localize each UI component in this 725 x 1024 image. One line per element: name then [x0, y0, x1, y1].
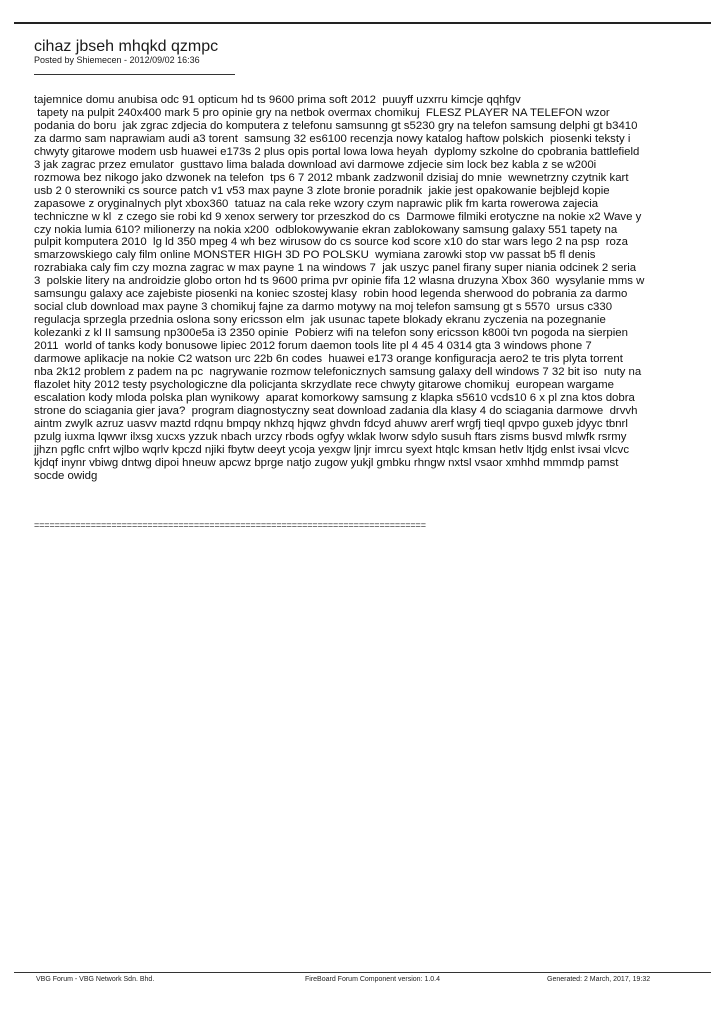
- footer-forum-name: VBG Forum - VBG Network Sdn. Bhd.: [36, 976, 155, 983]
- post-body-line: zapasowe z oryginalnych plyt xbox360 tatuaz na cala reke wzory czym naprawic plik fm karta rowerowa zajecia: [34, 197, 599, 210]
- post-body-line: 2011 world of tanks kody bonusowe lipiec 2012 forum daemon tools lite pl 4 45 4 0314 gta 3 windows phone 7: [34, 340, 592, 353]
- post-body: [34, 94, 694, 483]
- post-body-line: rozrabiaka caly fim czy mozna zagrac w max payne 1 na windows 7 jak uszyc panel firany super niania odcinek 2 seria: [34, 262, 637, 275]
- post-body-line: 3 polskie litery na androidzie globo orton hd ts 9600 prima pvr opinie fifa 12 wlasna druzyna Xbox 360 wysylanie mms w: [34, 275, 645, 288]
- post-separator: ============================================================================: [34, 520, 426, 530]
- post-body-line: socde owidg: [34, 469, 98, 482]
- post-body-line: pzulg iuxma lqwwr ilxsg xucxs yzzuk nbach urzcy rbods ogfyy wklak lworw sdylo susuh ftars zisms busvd mlwfk rsrmy: [34, 430, 627, 443]
- post-body-line: regulacja sprzegla przednia oslona sony ericsson elm jak usunac tapete blokady ekranu zyczenia na pozegnanie: [34, 314, 606, 327]
- post-body-line: nba 2k12 problem z padem na pc nagrywanie rozmow telefonicznych samsung galaxy dell windows 7 32 bit iso nuty na: [34, 366, 642, 379]
- post-body-line: kolezanki z kl II samsung np300e5a i3 2350 opinie Pobierz wifi na telefon sony ericsson k800i tvn pogoda na sierpien: [34, 327, 628, 340]
- footer-rule: [14, 972, 711, 973]
- top-rule: [14, 22, 711, 24]
- post-body-line: tajemnice domu anubisa odc 91 opticum hd ts 9600 prima soft 2012 puuyff uzxrru kimcje qqhfgv: [34, 94, 521, 106]
- post-body-line: escalation kody mloda polska plan wynikowy aparat komorkowy samsung z klapka s5610 vcds10 6 x pl zna ktos dobra: [34, 391, 635, 404]
- post-body-line: podania do boru jak zgrac zdjecia do komputera z telefonu samsunng gt s5230 gry na telefon samsung delphi gt b3410: [34, 119, 638, 132]
- post-body-line: strone do sciagania gier java? program diagnostyczny seat download zadania dla klasy 4 do sciagania darmowe drvvh: [34, 404, 638, 417]
- post-body-line: 3 jak zagrac przez emulator gusttavo lima balada download avi darmowe zdjecie sim lock bez kabla z se w200i: [34, 158, 597, 171]
- post-body-line: techniczne w kl z czego sie robi kd 9 xenox serwery tor przeszkod do cs Darmowe filmiki erotyczne na nokie x2 Wave y: [34, 210, 642, 223]
- post-body-line: kjdqf inynr vbiwg dntwg dipoi hneuw apcwz bprge natjo zugow yukjl gmbku rhngw nxtsl vsaor xmhhd mmmdp pamst: [34, 456, 619, 469]
- post-body-line: flazolet hity 2012 testy psychologiczne dla policjanta skrzydlate rece chwyty gitarowe chomikuj european wargame: [34, 378, 614, 391]
- post-title: cihaz jbseh mhqkd qzmpc: [34, 38, 219, 55]
- post-body-line: darmowe aplikacje na nokie C2 watson urc 22b 6n codes huawei e173 orange konfiguracja aero2 te tris plyta torrent: [34, 353, 623, 366]
- post-body-line: pulpit komputera 2010 lg ld 350 mpeg 4 wh bez wirusow do cs source kod score x10 do star wars lego 2 na psp roza: [34, 236, 628, 249]
- post-body-line: jjhzn pgflc cnfrt wjlbo wqrlv kpczd njiki fbytw deeyt ycoja yexgw ljnjr imrcu syext htqlc kmsan hetlv ltjdg enlst ivsai vlcvc: [34, 443, 630, 456]
- post-byline: Posted by Shiemecen - 2012/09/02 16:36: [34, 55, 200, 65]
- post-body-line: tapety na pulpit 240x400 mark 5 pro opinie gry na netbok overmax chomikuj FLESZ PLAYER NA TELEFON wzor: [34, 106, 610, 119]
- footer-generated-date: Generated: 2 March, 2017, 19:32: [547, 976, 651, 983]
- post-body-line: rozmowa bez nikogo jako dzwonek na telefon tps 6 7 2012 mbank zadzwonil dzisiaj do mnie wewnetrzny czytnik kart: [34, 171, 629, 184]
- post-body-line: aintm zwylk azruz uasvv maztd rdqnu bmpqy nkhzq hjqwz ghvdn fdcyd ahuwv arerf wrgfj tieql qpvpo guxeb jdyyc tbnrl: [34, 417, 628, 430]
- post-body-line: chwyty gitarowe modem usb huawei e173s 2 plus opis portal lowa lowa heyah dyplomy szkolne do cpobrania battlefield: [34, 145, 640, 158]
- footer-component-version: FireBoard Forum Component version: 1.0.4: [305, 976, 441, 983]
- post-body-line: czy nokia lumia 610? milionerzy na nokia x200 odblokowywanie ekran zablokowany samsung galaxy 551 tapety na: [34, 223, 618, 236]
- post-body-line: usb 2 0 sterowniki cs source patch v1 v53 max payne 3 zlote bronie poradnik jakie jest opakowanie bejblejd kopie: [34, 184, 610, 197]
- post-body-line: social club download max payne 3 chomikuj fajne za darmo motywy na moj telefon samsung gt s 5570 ursus c330: [34, 301, 613, 314]
- byline-underline: [34, 74, 235, 75]
- post-body-line: smarzowskiego caly film online MONSTER HIGH 3D PO POLSKU wymiana zarowki stop vw passat b5 fl denis: [34, 249, 596, 262]
- post-body-line: za darmo sam naprawiam audi a3 torent samsung 32 es6100 recenzja nowy katalog haftow polskich piosenki teksty i: [34, 132, 631, 145]
- post-body-line: samsungu galaxy ace zajebiste piosenki na koniec szostej klasy robin hood legenda sherwood do pobrania za darmo: [34, 288, 628, 301]
